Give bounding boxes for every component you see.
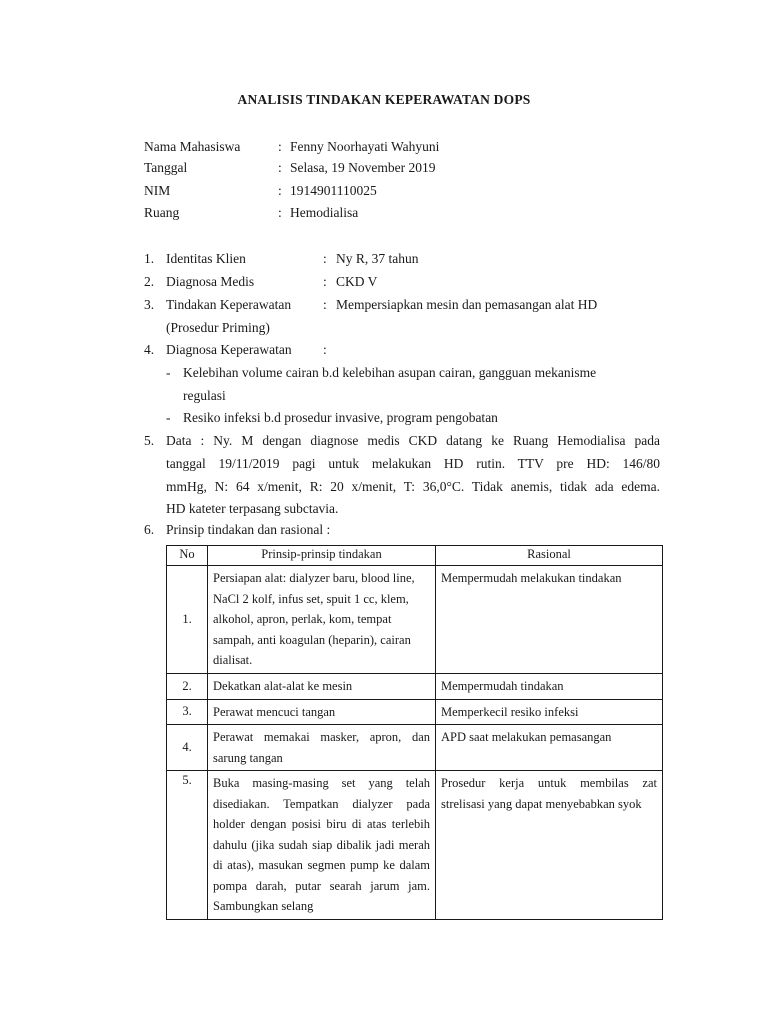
table-cell-action: Buka masing-masing set yang telah disediakan. Tempatkan dialyzer pada holder dengan posisi biru di atas terlebih dahulu (jika sudah siap dibalik jadi merah di atas), masukan segmen pump ke dalam pompa darah, putar searah jarum jam. Sambungkan selang: [208, 771, 436, 920]
bullet-text-continued: regulasi: [183, 388, 226, 403]
bullet-dash: -: [166, 410, 171, 425]
item-label: Diagnosa Keperawatan: [166, 342, 292, 357]
header-value: Fenny Noorhayati Wahyuni: [290, 139, 440, 154]
item-value: Mempersiapkan mesin dan pemasangan alat HD: [336, 297, 598, 312]
document-title: ANALISIS TINDAKAN KEPERAWATAN DOPS: [237, 92, 531, 107]
item-number: 5.: [144, 433, 155, 448]
table-header-row: [167, 546, 663, 566]
item-label: Identitas Klien: [166, 251, 246, 266]
item-tindakan-keperawatan: [0, 295, 768, 315]
item-number: 1.: [144, 251, 155, 266]
table-cell-action: Dekatkan alat-alat ke mesin: [208, 674, 436, 700]
table-cell-no: 1.: [167, 566, 208, 674]
table-header-rationale: Rasional: [436, 546, 663, 566]
table-cell-action: Persiapan alat: dialyzer baru, blood line, NaCl 2 kolf, infus set, spuit 1 cc, klem, alkohol, apron, perlak, kom, tempat sampah, anti koagulan (heparin), cairan dialisat.: [208, 566, 436, 674]
table-row: [167, 771, 663, 920]
header-value: Selasa, 19 November 2019: [290, 160, 436, 175]
header-colon: :: [278, 139, 282, 154]
header-colon: :: [278, 183, 282, 198]
header-label: NIM: [144, 183, 171, 198]
table-cell-rationale: Mempermudah tindakan: [436, 674, 663, 700]
table-cell-rationale: Memperkecil resiko infeksi: [436, 699, 663, 725]
bullet-dash: -: [166, 365, 171, 380]
table-header-action: Prinsip-prinsip tindakan: [208, 546, 436, 566]
table-cell-no: 5.: [167, 771, 208, 920]
item-label: Tindakan Keperawatan: [166, 297, 292, 312]
item-number: 2.: [144, 274, 155, 289]
table-cell-rationale: Prosedur kerja untuk membilas zat strelisasi yang dapat menyebabkan syok: [436, 771, 663, 920]
item-diagnosa-medis: [0, 272, 768, 292]
item-label: Diagnosa Medis: [166, 274, 255, 289]
table-row: [167, 699, 663, 725]
item-number: 6.: [144, 522, 155, 537]
table-row: [167, 674, 663, 700]
item-subtext: (Prosedur Priming): [166, 320, 270, 335]
header-colon: :: [278, 205, 282, 220]
table-row: [167, 725, 663, 771]
table-cell-no: 3.: [167, 699, 208, 725]
header-value: 1914901110025: [290, 183, 377, 198]
item-number: 3.: [144, 297, 155, 312]
item-colon: :: [323, 342, 327, 357]
item-colon: :: [323, 297, 327, 312]
table-cell-rationale: Mempermudah melakukan tindakan: [436, 566, 663, 674]
item-value: Ny R, 37 tahun: [336, 251, 419, 266]
data-paragraph-line: tanggal 19/11/2019 pagi untuk melakukan HD rutin. TTV pre HD: 146/80: [166, 456, 660, 471]
rationale-table: [166, 545, 663, 920]
table-cell-no: 2.: [167, 674, 208, 700]
item-diagnosa-keperawatan: [0, 340, 768, 360]
table-cell-no: 4.: [167, 725, 208, 771]
table-header-no: No: [167, 546, 208, 566]
header-label: Nama Mahasiswa: [144, 139, 241, 154]
bullet-text: Resiko infeksi b.d prosedur invasive, program pengobatan: [183, 410, 498, 425]
item-number: 4.: [144, 342, 155, 357]
header-label: Ruang: [144, 205, 180, 220]
table-row: [167, 566, 663, 674]
header-colon: :: [278, 160, 282, 175]
item-value: CKD V: [336, 274, 378, 289]
data-paragraph-line: HD kateter terpasang subctavia.: [166, 501, 339, 516]
item-label: Prinsip tindakan dan rasional :: [166, 522, 331, 537]
header-value: Hemodialisa: [290, 205, 359, 220]
item-prinsip-tindakan: [0, 520, 768, 540]
table-cell-action: Perawat mencuci tangan: [208, 699, 436, 725]
header-label: Tanggal: [144, 160, 188, 175]
data-paragraph-line: Data : Ny. M dengan diagnose medis CKD datang ke Ruang Hemodialisa pada: [166, 433, 660, 448]
bullet-text: Kelebihan volume cairan b.d kelebihan asupan cairan, gangguan mekanisme: [183, 365, 597, 380]
data-paragraph-line: mmHg, N: 64 x/menit, R: 20 x/menit, T: 36,0°C. Tidak anemis, tidak ada edema.: [166, 479, 660, 494]
item-identitas-klien: [0, 249, 768, 269]
table-cell-rationale: APD saat melakukan pemasangan: [436, 725, 663, 771]
item-colon: :: [323, 274, 327, 289]
item-colon: :: [323, 251, 327, 266]
table-cell-action: Perawat memakai masker, apron, dan sarung tangan: [208, 725, 436, 771]
